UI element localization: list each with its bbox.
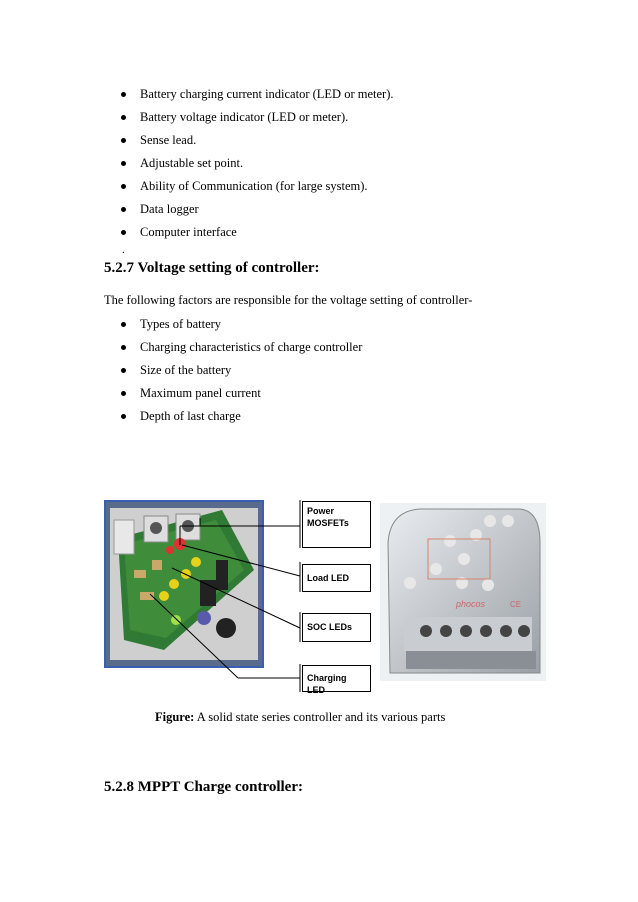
device-ce-mark: CE bbox=[510, 600, 522, 609]
list-item: Depth of last charge bbox=[121, 408, 241, 424]
section-intro: The following factors are responsible for the voltage setting of controller- bbox=[104, 293, 473, 307]
list-item: Types of battery bbox=[121, 316, 221, 332]
callout-power-mosfets: Power MOSFETs bbox=[302, 501, 371, 548]
list-item: Computer interface bbox=[121, 224, 237, 240]
section-heading: 5.2.7 Voltage setting of controller: bbox=[104, 260, 320, 276]
list-item: Sense lead. bbox=[121, 132, 196, 148]
callout-charging-led: Charging LED bbox=[302, 665, 371, 692]
list-item: Adjustable set point. bbox=[121, 155, 243, 171]
figure-caption: Figure: A solid state series controller and its various parts bbox=[155, 710, 446, 724]
list-item: Charging characteristics of charge controller bbox=[121, 339, 362, 355]
phocos-controller-photo bbox=[380, 503, 546, 681]
list-item: Battery charging current indicator (LED or meter). bbox=[121, 86, 394, 102]
list-item: Ability of Communication (for large system). bbox=[121, 178, 368, 194]
list-item: Battery voltage indicator (LED or meter). bbox=[121, 109, 348, 125]
device-brand: phocos bbox=[456, 599, 486, 609]
stray-mark: . bbox=[122, 244, 125, 256]
list-item: Maximum panel current bbox=[121, 385, 261, 401]
list-item: Size of the battery bbox=[121, 362, 231, 378]
section-heading: 5.2.8 MPPT Charge controller: bbox=[104, 779, 303, 795]
callout-load-led: Load LED bbox=[302, 564, 371, 592]
callout-soc-leds: SOC LEDs bbox=[302, 613, 371, 642]
list-item: Data logger bbox=[121, 201, 199, 217]
